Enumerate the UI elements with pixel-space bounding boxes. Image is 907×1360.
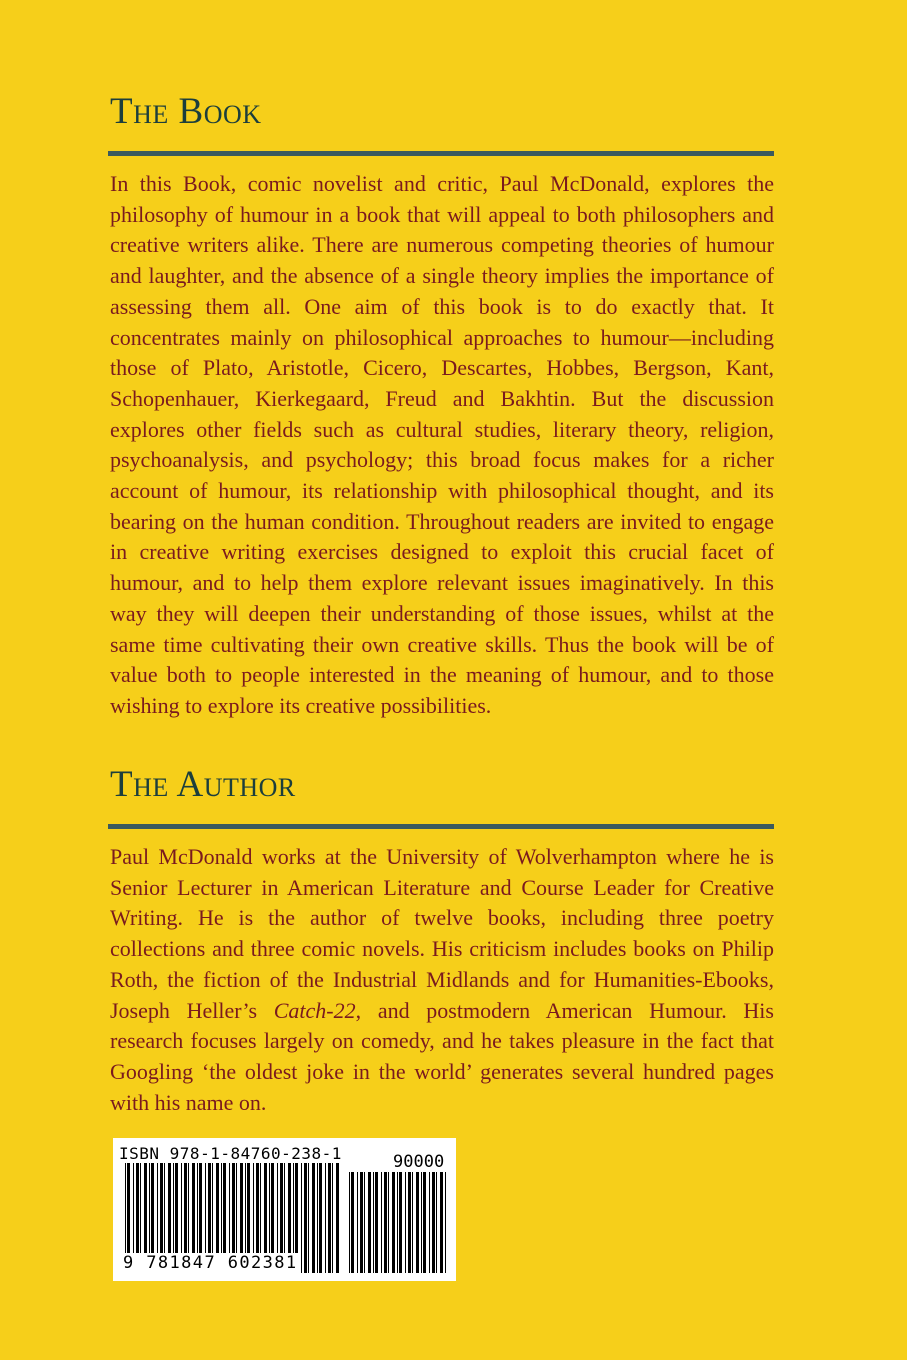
- barcode-bar: [301, 1163, 302, 1273]
- barcode-bar: [328, 1163, 331, 1273]
- barcode-bar: [312, 1163, 315, 1273]
- barcode-bar: [336, 1163, 339, 1273]
- barcode-bar: [432, 1172, 435, 1273]
- barcode-bar: [399, 1172, 402, 1273]
- author-heading: The Author: [110, 764, 296, 805]
- isbn-barcode: [113, 1138, 456, 1281]
- barcode-bar: [317, 1163, 318, 1273]
- barcode-bar: [408, 1172, 411, 1273]
- barcode-digits: 9 781847 602381: [123, 1253, 298, 1273]
- barcode-bar: [357, 1172, 358, 1273]
- barcode-bar: [440, 1172, 443, 1273]
- barcode-bar: [423, 1172, 426, 1273]
- barcode-bar: [445, 1172, 446, 1273]
- barcode-bar: [308, 1163, 309, 1273]
- barcode-bar: [319, 1163, 322, 1273]
- barcode-bar: [368, 1172, 371, 1273]
- author-bio: [110, 842, 774, 1118]
- barcode-bar: [416, 1172, 419, 1273]
- price-code: 90000: [393, 1152, 445, 1172]
- author-bio-text-1: Paul McDonald works at the University of Wolverhampton where he is Senior Lecturer in American Literature and Course Leader for Creative Writing. He is the author of twelve books, including three poetry collections and three comic novels. His criticism includes books on Philip Roth, the fiction of the Industrial Midlands and for Humanities-Ebooks, Joseph Heller’s: [110, 844, 774, 1023]
- barcode-bar: [397, 1172, 398, 1273]
- price-addon-barcode-bars: [349, 1172, 449, 1273]
- barcode-bar: [436, 1172, 437, 1273]
- barcode-bar: [304, 1163, 307, 1273]
- barcode-bar: [381, 1172, 382, 1273]
- barcode-bar: [405, 1172, 406, 1273]
- barcode-bar: [325, 1163, 326, 1273]
- barcode-bar: [388, 1172, 389, 1273]
- book-heading: The Book: [110, 91, 262, 132]
- isbn-label: ISBN 978-1-84760-238-1: [119, 1144, 342, 1163]
- barcode-bar: [429, 1172, 430, 1273]
- barcode-bar: [421, 1172, 422, 1273]
- barcode-bar: [349, 1172, 350, 1273]
- author-heading-rule: [108, 824, 774, 829]
- barcode-bar: [364, 1172, 365, 1273]
- barcode-bar: [392, 1172, 395, 1273]
- barcode-bar: [412, 1172, 413, 1273]
- barcode-bar: [351, 1172, 354, 1273]
- book-description: In this Book, comic novelist and critic, Paul McDonald, explores the philosophy of humour in a book that will appeal to both philosophers and creative writers alike. There are numerous competing theories of humour and laughter, and the absence of a single theory implies the importance of assessing them all. One aim of this book is to do exactly that. It concentrates mainly on philosophical approaches to humour—including those of Plato, Aristotle, Cicero, Descartes, Hobbes, Bergson, Kant, Schopenhauer, Kierkegaard, Freud and Bakhtin. But the discussion explores other fields such as cultural studies, literary theory, religion, psychoanalysis, and psychology; this broad focus makes for a richer account of humour, its relationship with philosophical thought, and its bearing on the human condition. Throughout readers are invited to engage in creative writing exercises designed to exploit this crucial facet of humour, and to help them explore relevant issues imaginatively. In this way they will deepen their understanding of those issues, whilst at the same time cultivating their own creative skills. Thus the book will be of value both to people interested in the meaning of humour, and to those wishing to explore its creative possibilities.: [110, 171, 774, 718]
- barcode-bar: [373, 1172, 374, 1273]
- catch-22-title: Catch-22: [273, 997, 356, 1023]
- barcode-bar: [332, 1163, 333, 1273]
- author-bio-text-2: , and postmodern American Humour. His research focuses largely on comedy, and he takes pleasure in the fact that Googling ‘the oldest joke in the world’ generates several hundred pages with his name on.: [110, 997, 774, 1115]
- barcode-bar: [360, 1172, 363, 1273]
- book-heading-rule: [108, 151, 774, 156]
- barcode-bar: [384, 1172, 387, 1273]
- barcode-bar: [375, 1172, 378, 1273]
